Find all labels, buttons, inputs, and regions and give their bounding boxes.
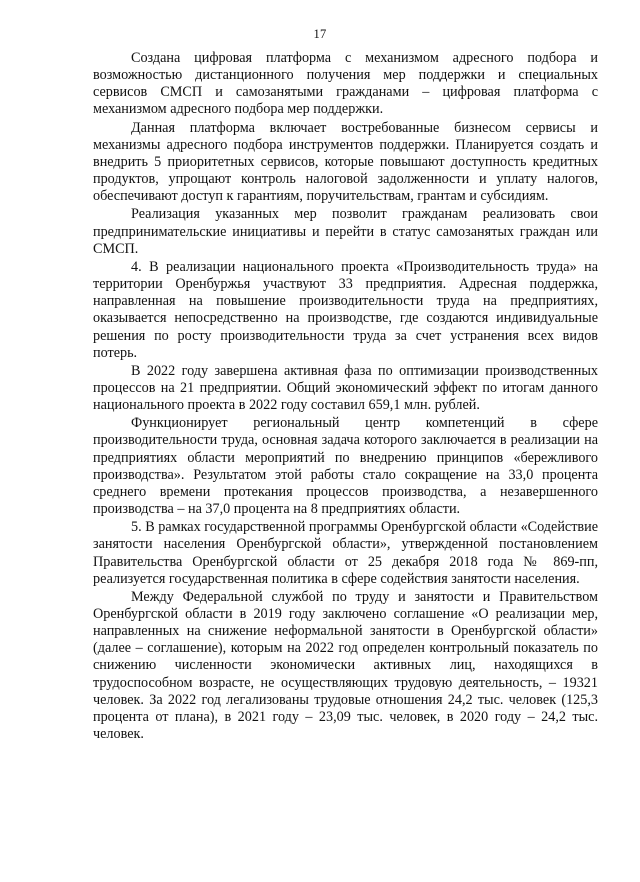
paragraph-digital-platform: Создана цифровая платформа с механизмом адресного подбора и возможностью дистанционного получения мер поддержки и специальных сервисов СМСП и самозанятыми гражданами – цифровая платформа с механизмом адресного подбора мер поддержки.	[93, 50, 598, 118]
paragraph-platform-services: Данная платформа включает востребованные бизнесом сервисы и механизмы адресного подбора инструментов поддержки. Планируется создать и внедрить 5 приоритетных сервисов, которые повышают доступность кредитных продуктов, упрощают контроль налоговой задолженности и уплату налогов, обеспечивают доступ к гарантиям, поручительствам, грантам и субсидиям.	[93, 119, 598, 205]
paragraph-self-employed-status: Реализация указанных мер позволит гражданам реализовать свои предпринимательские инициативы и перейти в статус самозанятых граждан или СМСП.	[93, 206, 598, 257]
paragraph-competence-center: Функционирует региональный центр компетенций в сфере производительности труда, основная задача которого заключается в реализации на предприятиях области мероприятий по внедрению принципов «бережливого производства». Результатом этой работы стало сокращение на 33,0 процента среднего времени протекания процессов производства, а незавершенного производства – на 37,0 процента на 8 предприятиях области.	[93, 415, 598, 518]
paragraph-informal-employment-agreement: Между Федеральной службой по труду и занятости и Правительством Оренбургской области в 2019 году заключено соглашение «О реализации мер, направленных на снижение неформальной занятости в Оренбургской области» (далее – соглашение), которым на 2022 год определен контрольный показатель по снижению численности экономически активных лиц, находящихся в трудоспособном возрасте, не осуществляющих трудовую деятельность, – 19321 человек. За 2022 год легализованы трудовые отношения 24,2 тыс. человек (125,3 процента от плана), в 2021 году – 23,09 тыс. человек, в 2020 году – 24,2 тыс. человек.	[93, 588, 598, 743]
page-body-text	[93, 50, 598, 743]
page-number: 17	[313, 27, 327, 41]
paragraph-optimization-2022: В 2022 году завершена активная фаза по оптимизации производственных процессов на 21 предприятии. Общий экономический эффект по итогам данного национального проекта в 2022 году составил 659,1 млн. рублей.	[93, 362, 598, 414]
paragraph-labor-productivity-project: 4. В реализации национального проекта «Производительность труда» на территории Оренбуржья участвуют 33 предприятия. Адресная поддержка, направленная на повышение производительности труда на предприятиях, оказывается непосредственно на производстве, где создаются индивидуальные решения по росту производительности труда за счет устранения всех видов потерь.	[93, 258, 598, 361]
paragraph-employment-program: 5. В рамках государственной программы Оренбургской области «Содействие занятости населения Оренбургской области», утвержденной постановлением Правительства Оренбургской области от 25 декабря 2018 года № 869-пп, реализуется государственная политика в сфере содействия занятости населения.	[93, 519, 598, 587]
